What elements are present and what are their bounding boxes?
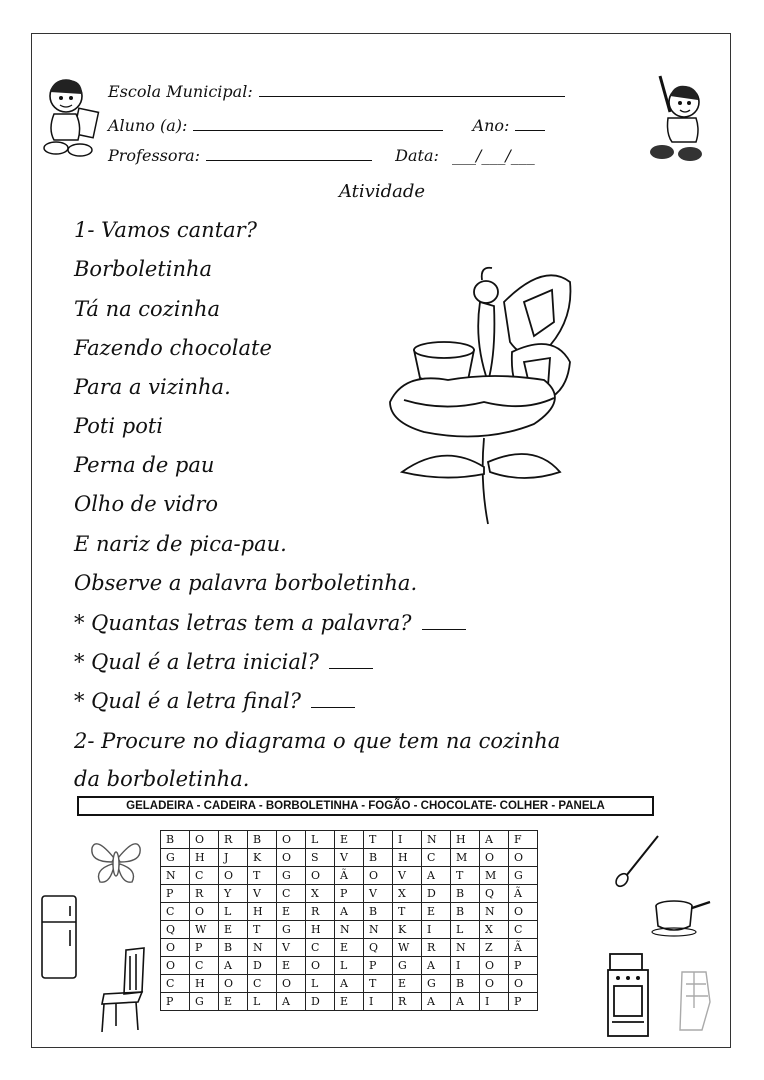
grid-cell[interactable]: N	[248, 939, 277, 957]
grid-cell[interactable]: D	[248, 957, 277, 975]
date-label: Data:	[395, 146, 439, 165]
grid-row	[161, 957, 538, 975]
grid-cell[interactable]: O	[306, 867, 335, 885]
grid-cell[interactable]: R	[422, 939, 451, 957]
grid-cell[interactable]: O	[364, 867, 393, 885]
grid-cell[interactable]: O	[306, 957, 335, 975]
question-1-text: * Quantas letras tem a palavra?	[74, 611, 412, 635]
grid-cell[interactable]: G	[509, 867, 538, 885]
grid-cell[interactable]: T	[451, 867, 480, 885]
grid-cell[interactable]: E	[219, 921, 248, 939]
grid-cell[interactable]: A	[335, 975, 364, 993]
student-label: Aluno (a):	[108, 116, 188, 135]
grid-cell[interactable]: T	[248, 921, 277, 939]
grid-cell[interactable]: A	[335, 903, 364, 921]
grid-cell[interactable]: I	[480, 993, 509, 1011]
refrigerator-icon	[40, 894, 78, 982]
grid-cell[interactable]: H	[190, 975, 219, 993]
grid-cell[interactable]: C	[277, 885, 306, 903]
song-line-5: Poti poti	[74, 414, 163, 438]
spoon-icon	[612, 832, 662, 890]
grid-cell[interactable]: C	[509, 921, 538, 939]
grid-cell[interactable]: T	[364, 831, 393, 849]
grid-cell[interactable]: P	[161, 885, 190, 903]
grid-cell[interactable]: O	[480, 849, 509, 867]
grid-cell[interactable]: W	[393, 939, 422, 957]
grid-cell[interactable]: H	[248, 903, 277, 921]
grid-cell[interactable]: P	[335, 885, 364, 903]
grid-cell[interactable]: Ã	[509, 885, 538, 903]
grid-row	[161, 831, 538, 849]
section1-heading: 1- Vamos cantar?	[74, 218, 257, 242]
grid-row	[161, 939, 538, 957]
grid-cell[interactable]: G	[161, 849, 190, 867]
grid-cell[interactable]: D	[306, 993, 335, 1011]
grid-cell[interactable]: G	[393, 957, 422, 975]
grid-cell[interactable]: B	[364, 849, 393, 867]
grid-cell[interactable]: O	[277, 831, 306, 849]
grid-cell[interactable]: B	[451, 975, 480, 993]
grid-cell[interactable]: H	[190, 849, 219, 867]
grid-cell[interactable]: C	[161, 903, 190, 921]
grid-cell[interactable]: Y	[219, 885, 248, 903]
page-title: Atividade	[338, 181, 426, 202]
grid-cell[interactable]: Q	[364, 939, 393, 957]
song-line-3: Fazendo chocolate	[74, 336, 272, 360]
butterfly-cooking-illustration	[384, 262, 580, 527]
grid-cell[interactable]: Q	[480, 885, 509, 903]
grid-cell[interactable]: E	[393, 975, 422, 993]
grid-cell[interactable]: L	[335, 957, 364, 975]
grid-cell[interactable]: Ã	[509, 939, 538, 957]
grid-cell[interactable]: O	[277, 849, 306, 867]
grid-cell[interactable]: O	[190, 903, 219, 921]
grid-cell[interactable]: O	[277, 975, 306, 993]
grid-cell[interactable]: R	[219, 831, 248, 849]
grid-cell[interactable]: A	[422, 993, 451, 1011]
chocolate-bar-icon	[672, 968, 716, 1034]
grid-cell[interactable]: C	[248, 975, 277, 993]
grid-cell[interactable]: A	[451, 993, 480, 1011]
grid-cell[interactable]: P	[509, 993, 538, 1011]
grid-cell[interactable]: T	[248, 867, 277, 885]
grid-cell[interactable]: P	[190, 939, 219, 957]
grid-cell[interactable]: N	[364, 921, 393, 939]
grid-cell[interactable]: N	[422, 831, 451, 849]
grid-cell[interactable]: E	[335, 831, 364, 849]
question-1-blank[interactable]	[422, 629, 466, 630]
grid-cell[interactable]: G	[277, 921, 306, 939]
grid-cell[interactable]: V	[335, 849, 364, 867]
year-blank[interactable]	[515, 130, 545, 131]
grid-cell[interactable]: T	[364, 975, 393, 993]
grid-cell[interactable]: I	[451, 957, 480, 975]
grid-cell[interactable]: O	[161, 939, 190, 957]
word-list-box: GELADEIRA - CADEIRA - BORBOLETINHA - FOGÃO - CHOCOLATE- COLHER - PANELA	[77, 796, 654, 816]
grid-cell[interactable]: O	[480, 957, 509, 975]
stove-icon	[604, 952, 652, 1038]
grid-cell[interactable]: E	[335, 993, 364, 1011]
year-label: Ano:	[472, 116, 510, 135]
grid-cell[interactable]: N	[451, 939, 480, 957]
grid-cell[interactable]: B	[161, 831, 190, 849]
school-label: Escola Municipal:	[108, 82, 253, 101]
grid-cell[interactable]: R	[393, 993, 422, 1011]
grid-cell[interactable]: A	[422, 957, 451, 975]
school-line	[108, 82, 565, 101]
grid-cell[interactable]: V	[364, 885, 393, 903]
song-line-8: E nariz de pica-pau.	[74, 532, 287, 556]
word-search-grid	[160, 830, 538, 1011]
grid-cell[interactable]: O	[219, 867, 248, 885]
grid-cell[interactable]: O	[509, 849, 538, 867]
grid-cell[interactable]: B	[451, 885, 480, 903]
grid-cell[interactable]: E	[335, 939, 364, 957]
question-3-text: * Qual é a letra final?	[74, 689, 301, 713]
grid-cell[interactable]: V	[393, 867, 422, 885]
grid-cell[interactable]: M	[480, 867, 509, 885]
song-line-7: Olho de vidro	[74, 492, 219, 516]
grid-cell[interactable]: L	[248, 993, 277, 1011]
grid-cell[interactable]: A	[422, 867, 451, 885]
question-1	[74, 611, 466, 635]
grid-cell[interactable]: E	[277, 903, 306, 921]
grid-cell[interactable]: O	[509, 903, 538, 921]
grid-cell[interactable]: B	[219, 939, 248, 957]
grid-cell[interactable]: A	[277, 993, 306, 1011]
grid-cell[interactable]: R	[306, 903, 335, 921]
grid-cell[interactable]: Q	[161, 921, 190, 939]
grid-cell[interactable]: O	[190, 831, 219, 849]
song-line-6: Perna de pau	[74, 453, 215, 477]
grid-cell[interactable]: Ã	[335, 867, 364, 885]
grid-cell[interactable]: F	[509, 831, 538, 849]
question-2-text: * Qual é a letra inicial?	[74, 650, 319, 674]
grid-cell[interactable]: C	[306, 939, 335, 957]
grid-cell[interactable]: C	[161, 975, 190, 993]
grid-cell[interactable]: G	[190, 993, 219, 1011]
grid-row	[161, 975, 538, 993]
grid-cell[interactable]: P	[364, 957, 393, 975]
song-line-1: Borboletinha	[74, 257, 213, 281]
grid-cell[interactable]: D	[422, 885, 451, 903]
grid-cell[interactable]: I	[393, 831, 422, 849]
teacher-line	[108, 146, 535, 165]
grid-cell[interactable]: E	[219, 993, 248, 1011]
section2-heading-line2: da borboletinha.	[74, 767, 250, 791]
grid-cell[interactable]: C	[190, 867, 219, 885]
observe-instruction: Observe a palavra borboletinha.	[74, 571, 418, 595]
grid-cell[interactable]: B	[451, 903, 480, 921]
teacher-blank[interactable]	[206, 160, 372, 161]
grid-cell[interactable]: W	[190, 921, 219, 939]
grid-row	[161, 921, 538, 939]
grid-cell[interactable]: T	[393, 903, 422, 921]
grid-cell[interactable]: G	[277, 867, 306, 885]
question-2-blank[interactable]	[329, 668, 373, 669]
grid-cell[interactable]: L	[451, 921, 480, 939]
grid-cell[interactable]: E	[277, 957, 306, 975]
grid-cell[interactable]: C	[190, 957, 219, 975]
grid-cell[interactable]: K	[393, 921, 422, 939]
grid-row	[161, 867, 538, 885]
question-3	[74, 689, 355, 713]
grid-cell[interactable]: O	[480, 975, 509, 993]
grid-row	[161, 993, 538, 1011]
grid-cell[interactable]: O	[509, 975, 538, 993]
grid-cell[interactable]: O	[161, 957, 190, 975]
grid-cell[interactable]: H	[451, 831, 480, 849]
grid-cell[interactable]: H	[306, 921, 335, 939]
grid-cell[interactable]: X	[393, 885, 422, 903]
student-blank[interactable]	[193, 130, 443, 131]
grid-cell[interactable]: N	[480, 903, 509, 921]
butterfly-icon	[90, 834, 142, 886]
grid-row	[161, 885, 538, 903]
grid-cell[interactable]: B	[248, 831, 277, 849]
grid-cell[interactable]: Z	[480, 939, 509, 957]
grid-cell[interactable]: H	[393, 849, 422, 867]
grid-cell[interactable]: R	[190, 885, 219, 903]
grid-cell[interactable]: A	[219, 957, 248, 975]
grid-cell[interactable]: E	[422, 903, 451, 921]
teacher-label: Professora:	[108, 146, 201, 165]
grid-cell[interactable]: J	[219, 849, 248, 867]
school-blank[interactable]	[259, 96, 565, 97]
cooking-pot-icon	[650, 892, 712, 938]
student-line	[108, 116, 545, 135]
grid-cell[interactable]: S	[306, 849, 335, 867]
grid-cell[interactable]: G	[422, 975, 451, 993]
grid-row	[161, 849, 538, 867]
grid-cell[interactable]: I	[422, 921, 451, 939]
grid-cell[interactable]: X	[306, 885, 335, 903]
grid-cell[interactable]: C	[422, 849, 451, 867]
grid-cell[interactable]: N	[335, 921, 364, 939]
question-2	[74, 650, 373, 674]
grid-cell[interactable]: P	[509, 957, 538, 975]
grid-cell[interactable]: L	[219, 903, 248, 921]
grid-cell[interactable]: N	[161, 867, 190, 885]
grid-cell[interactable]: L	[306, 975, 335, 993]
date-blank[interactable]: ___/___/___	[452, 146, 535, 165]
grid-cell[interactable]: P	[161, 993, 190, 1011]
grid-cell[interactable]: B	[364, 903, 393, 921]
question-3-blank[interactable]	[311, 707, 355, 708]
grid-cell[interactable]: M	[451, 849, 480, 867]
grid-cell[interactable]: V	[248, 885, 277, 903]
grid-cell[interactable]: A	[480, 831, 509, 849]
song-line-4: Para a vizinha.	[74, 375, 231, 399]
chair-icon	[98, 946, 150, 1034]
grid-cell[interactable]: I	[364, 993, 393, 1011]
child-reading-illustration	[38, 74, 104, 158]
section2-heading-line1: 2- Procure no diagrama o que tem na cozinha	[74, 729, 561, 753]
grid-cell[interactable]: V	[277, 939, 306, 957]
grid-cell[interactable]: X	[480, 921, 509, 939]
song-line-2: Tá na cozinha	[74, 297, 221, 321]
child-with-pencil-illustration	[640, 72, 708, 164]
grid-cell[interactable]: K	[248, 849, 277, 867]
grid-row	[161, 903, 538, 921]
grid-cell[interactable]: L	[306, 831, 335, 849]
grid-cell[interactable]: O	[219, 975, 248, 993]
